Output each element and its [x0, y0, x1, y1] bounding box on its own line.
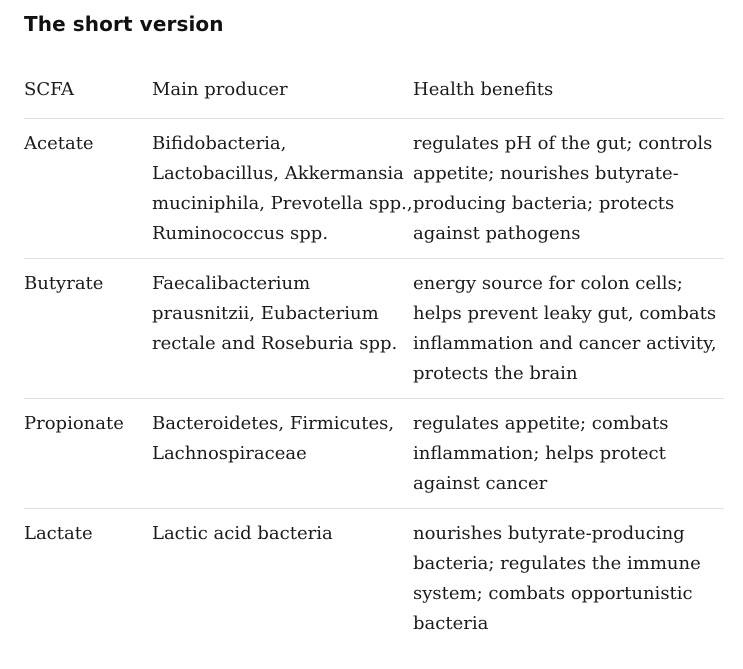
section-heading: The short version	[24, 12, 224, 36]
cell-producer: Faecalibacterium prausnitzii, Eubacterium rectale and Roseburia spp.	[152, 273, 398, 354]
cell-producer: Bacteroidetes, Firmicutes, Lachnospiraceae	[152, 413, 395, 464]
cell-benefits: regulates appetite; combats inflammation; helps protect against cancer	[413, 413, 669, 494]
header-health-benefits: Health benefits	[413, 79, 554, 100]
cell-scfa: Acetate	[24, 133, 94, 154]
cell-scfa: Lactate	[24, 523, 93, 544]
header-scfa: SCFA	[24, 79, 75, 100]
table-row-butyrate	[24, 259, 724, 399]
header-main-producer: Main producer	[152, 79, 288, 100]
cell-benefits: regulates pH of the gut; controls appetite; nourishes butyrate-producing bacteria; protects against pathogens	[413, 133, 713, 244]
table-row-propionate	[24, 399, 724, 509]
cell-scfa: Propionate	[24, 413, 124, 434]
table-row-lactate	[24, 509, 724, 649]
table-row-acetate	[24, 119, 724, 259]
cell-benefits: nourishes butyrate-producing bacteria; regulates the immune system; combats opportunistic bacteria	[413, 523, 701, 634]
scfa-table	[24, 73, 724, 648]
cell-producer: Bifidobacteria, Lactobacillus, Akkermansia muciniphila, Prevotella spp., Ruminococcus spp.	[152, 133, 413, 244]
cell-producer: Lactic acid bacteria	[152, 523, 333, 544]
cell-benefits: energy source for colon cells; helps prevent leaky gut, combats inflammation and cancer activity, protects the brain	[413, 273, 717, 384]
table-header-row	[24, 73, 724, 119]
cell-scfa: Butyrate	[24, 273, 104, 294]
